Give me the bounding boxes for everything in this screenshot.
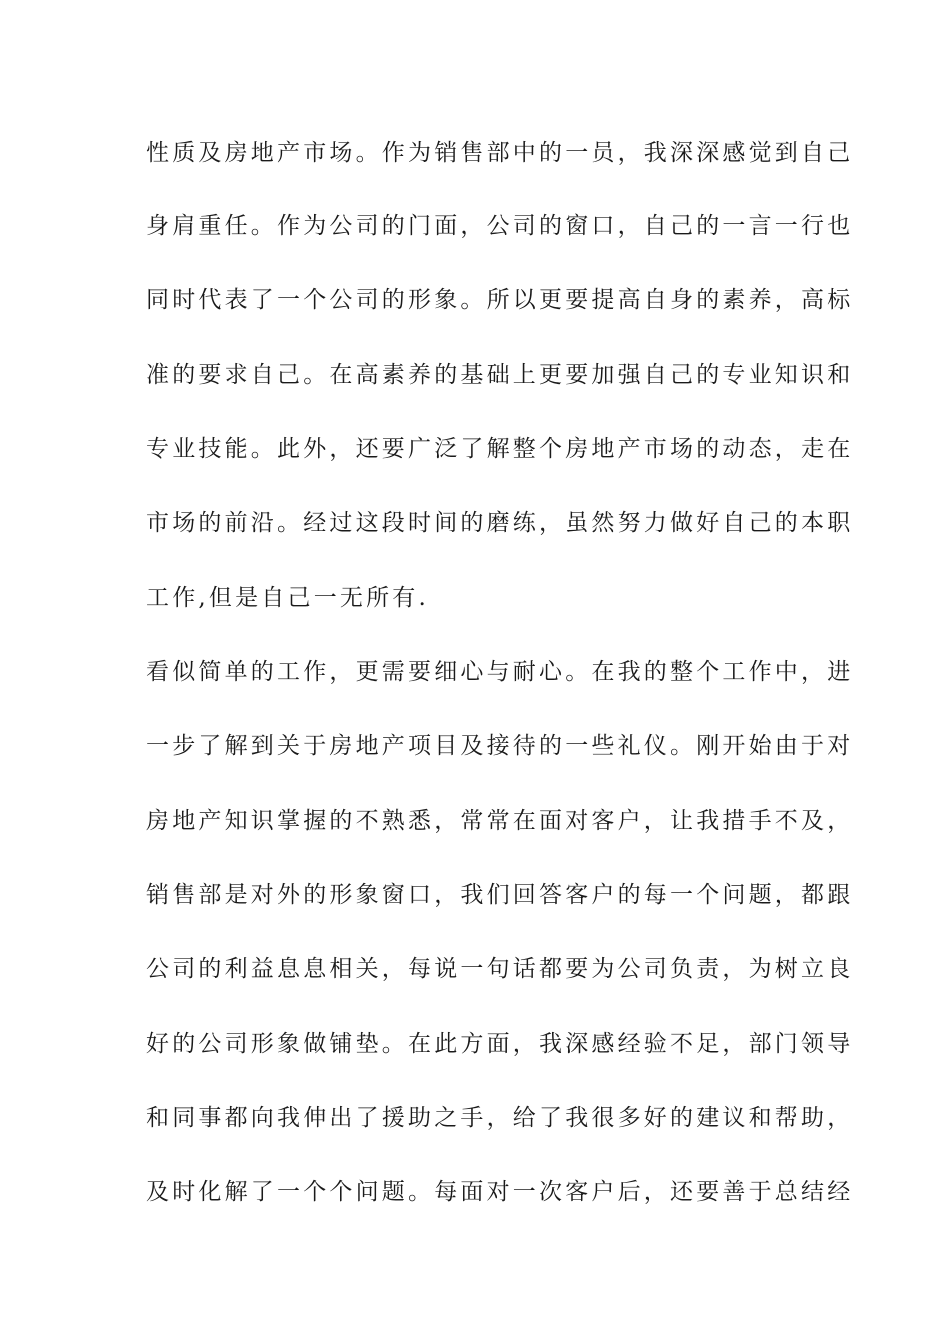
text-line: 及时化解了一个个问题。每面对一次客户后，还要善于总结经 — [146, 1179, 854, 1205]
text-line: 工作,但是自己一无所有. — [146, 585, 430, 611]
text-line: 好的公司形象做铺垫。在此方面，我深感经验不足，部门领导 — [146, 1031, 854, 1057]
text-line: 性质及房地产市场。作为销售部中的一员，我深深感觉到自己 — [146, 140, 854, 166]
text-line: 房地产知识掌握的不熟悉，常常在面对客户，让我措手不及， — [146, 808, 854, 834]
text-line: 专业技能。此外，还要广泛了解整个房地产市场的动态，走在 — [146, 436, 854, 462]
text-line: 公司的利益息息相关，每说一句话都要为公司负责，为树立良 — [146, 956, 854, 982]
text-line: 销售部是对外的形象窗口，我们回答客户的每一个问题，都跟 — [146, 882, 854, 908]
text-line: 准的要求自己。在高素养的基础上更要加强自己的专业知识和 — [146, 362, 854, 388]
text-line: 同时代表了一个公司的形象。所以更要提高自身的素养，高标 — [146, 287, 854, 313]
text-line: 身肩重任。作为公司的门面，公司的窗口，自己的一言一行也 — [146, 213, 854, 239]
text-line: 市场的前沿。经过这段时间的磨练，虽然努力做好自己的本职 — [146, 510, 854, 536]
text-line: 一步了解到关于房地产项目及接待的一些礼仪。刚开始由于对 — [146, 733, 854, 759]
text-line: 看似简单的工作，更需要细心与耐心。在我的整个工作中，进 — [146, 659, 854, 685]
text-line: 和同事都向我伸出了援助之手，给了我很多好的建议和帮助， — [146, 1105, 854, 1131]
